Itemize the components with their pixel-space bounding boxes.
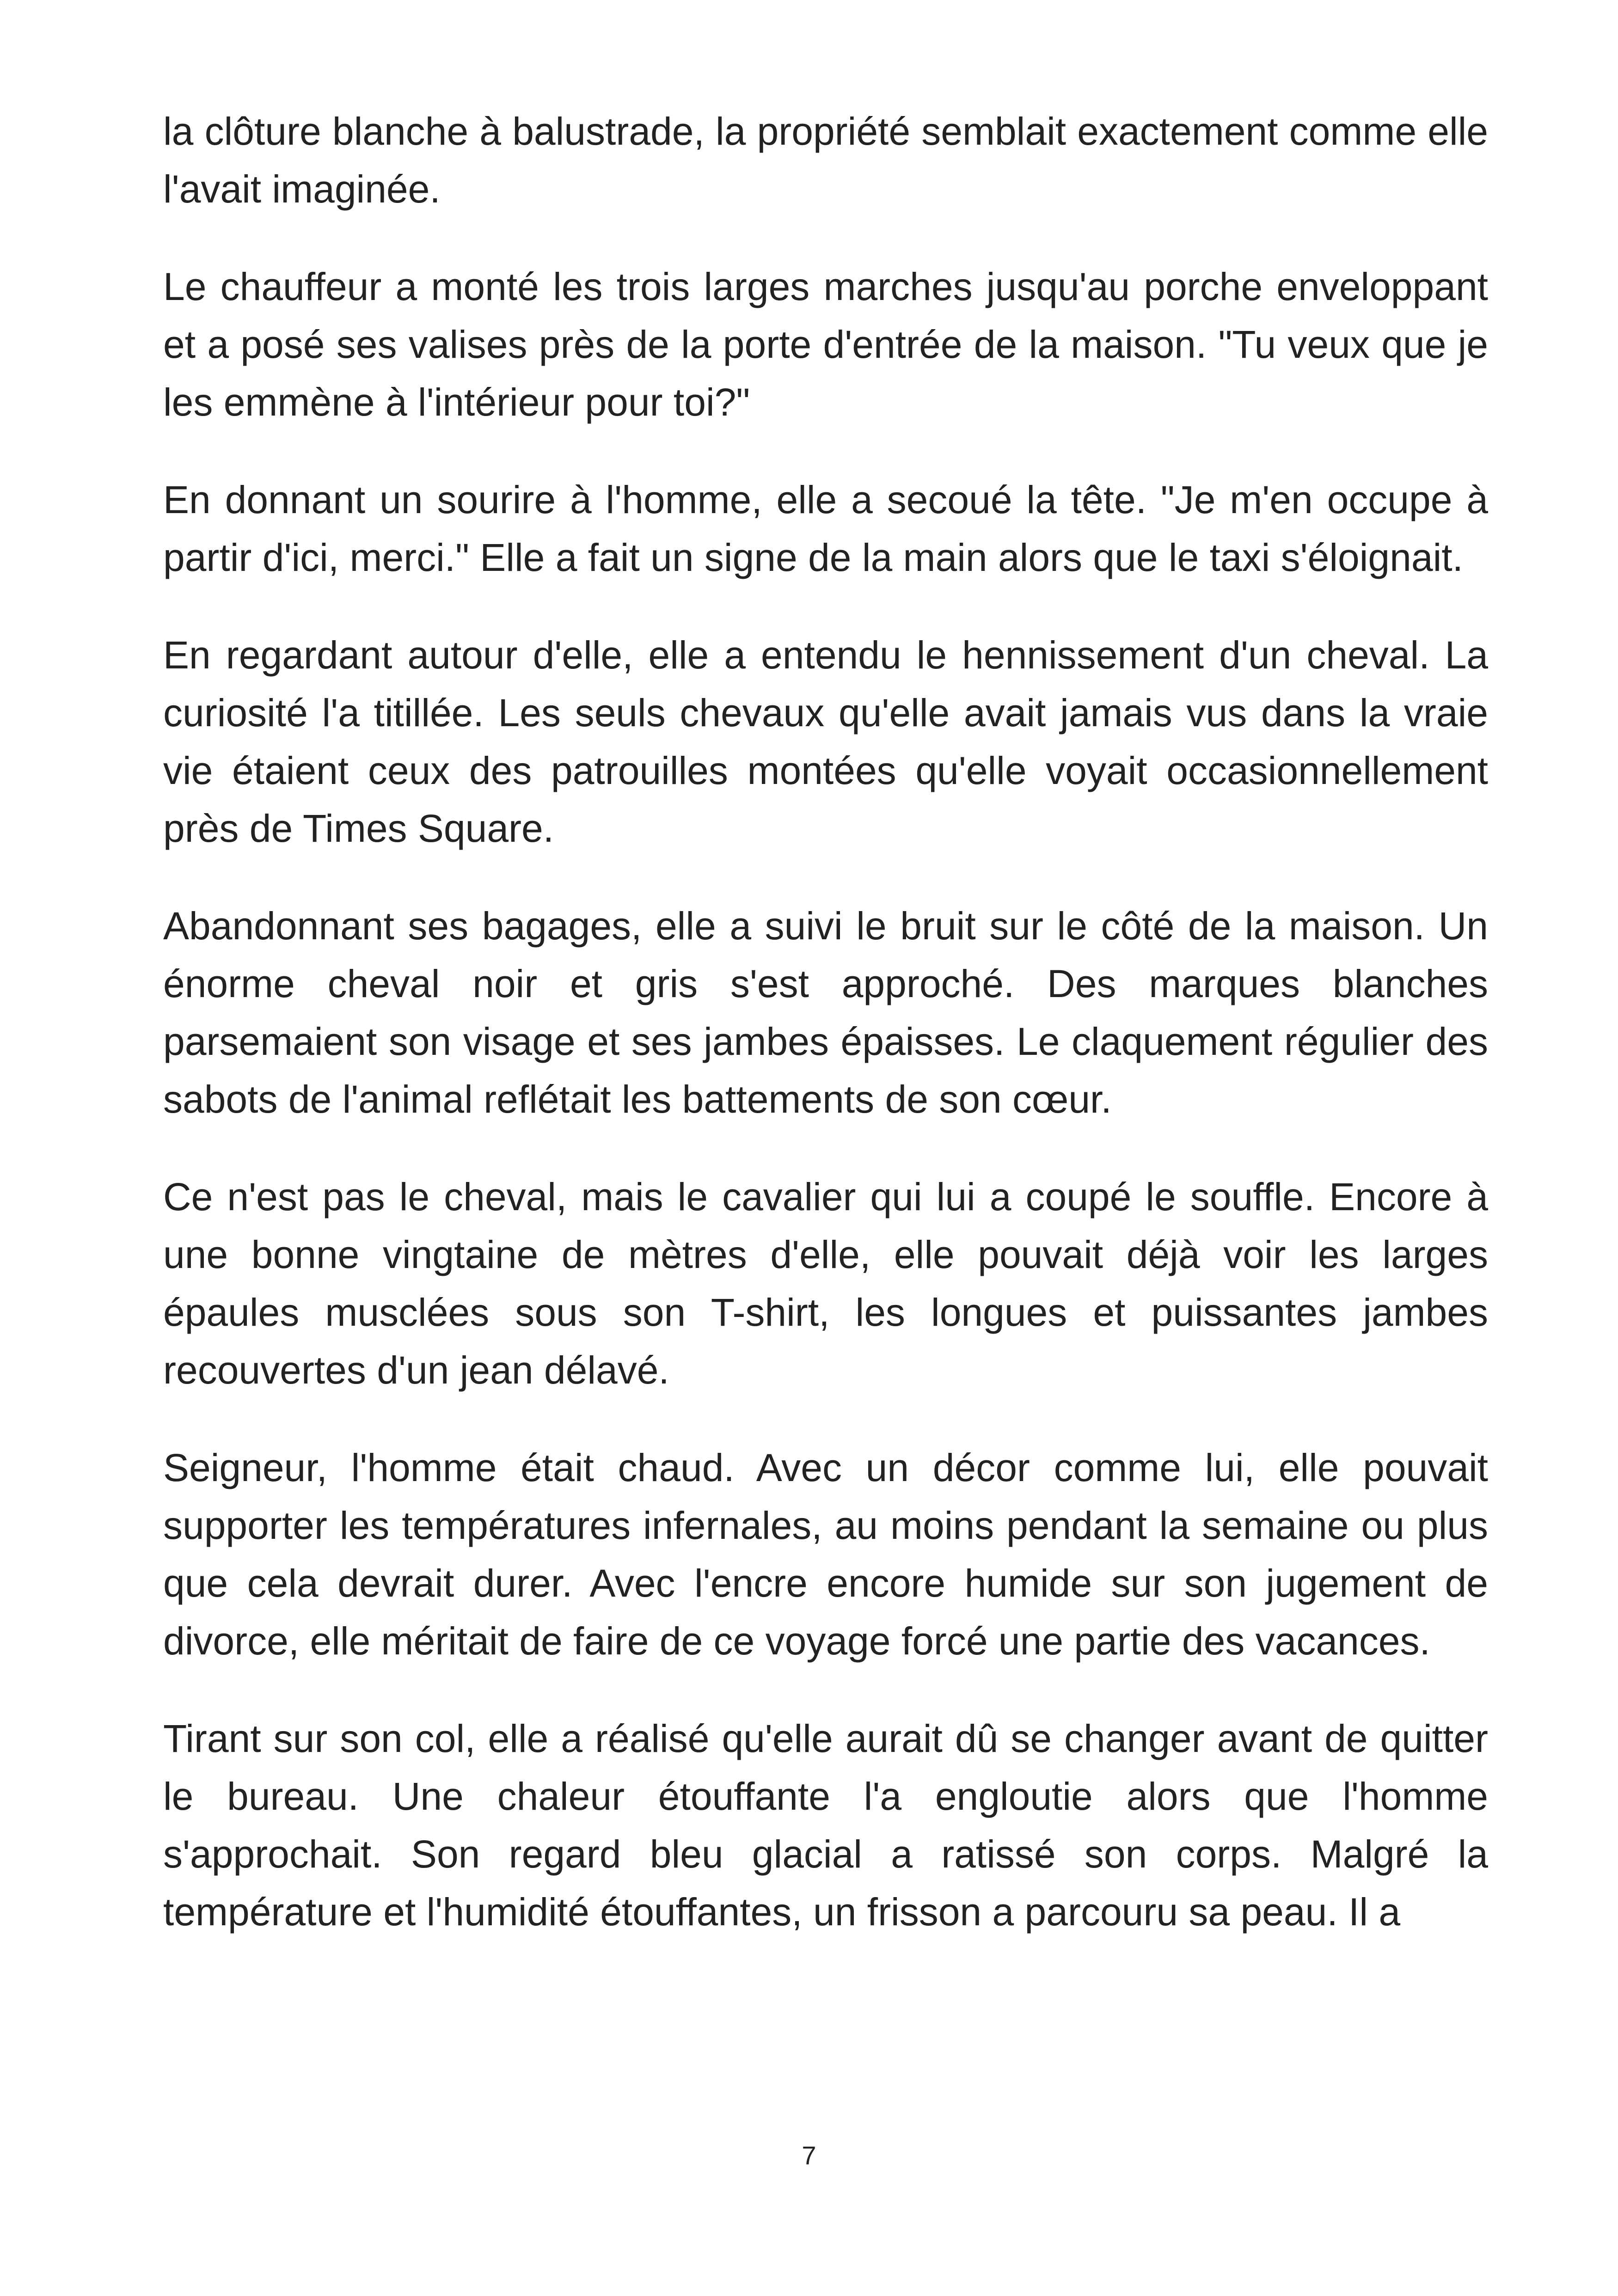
paragraph-4: En regardant autour d'elle, elle a entendu le hennissement d'un cheval. La curiosité l'a titillée. Les seuls chevaux qu'elle avait jamais vus dans la vraie vie étaient ceux des patrouilles montées qu'elle voyait occasionnellement près de Times Square.: [163, 633, 1488, 850]
paragraph-2: Le chauffeur a monté les trois larges marches jusqu'au porche enveloppant et a posé ses valises près de la porte d'entrée de la maison. "Tu veux que je les emmène à l'intérieur pour toi?": [163, 265, 1488, 424]
paragraph-7: Seigneur, l'homme était chaud. Avec un décor comme lui, elle pouvait supporter les températures infernales, au moins pendant la semaine ou plus que cela devrait durer. Avec l'encre encore humide sur son jugement de divorce, elle méritait de faire de ce voyage forcé une partie des vacances.: [163, 1446, 1488, 1663]
paragraph-1: la clôture blanche à balustrade, la propriété semblait exactement comme elle l'avait imaginée.: [163, 110, 1488, 211]
paragraph-3: En donnant un sourire à l'homme, elle a secoué la tête. "Je m'en occupe à partir d'ici, merci." Elle a fait un signe de la main alors que le taxi s'éloignait.: [163, 478, 1488, 579]
page-body: [163, 103, 1488, 1981]
paragraph-8: Tirant sur son col, elle a réalisé qu'elle aurait dû se changer avant de quitter le bureau. Une chaleur étouffante l'a engloutie alors que l'homme s'approchait. Son regard bleu glacial a ratissé son corps. Malgré la température et l'humidité étouffantes, un frisson a parcouru sa peau. Il a: [163, 1717, 1488, 1934]
paragraph-5: Abandonnant ses bagages, elle a suivi le bruit sur le côté de la maison. Un énorme cheval noir et gris s'est approché. Des marques blanches parsemaient son visage et ses jambes épaisses. Le claquement régulier des sabots de l'animal reflétait les battements de son cœur.: [163, 904, 1488, 1121]
page-number: 7: [802, 2141, 816, 2170]
paragraph-6: Ce n'est pas le cheval, mais le cavalier qui lui a coupé le souffle. Encore à une bonne vingtaine de mètres d'elle, elle pouvait déjà voir les larges épaules musclées sous son T-shirt, les longues et puissantes jambes recouvertes d'un jean délavé.: [163, 1175, 1488, 1392]
